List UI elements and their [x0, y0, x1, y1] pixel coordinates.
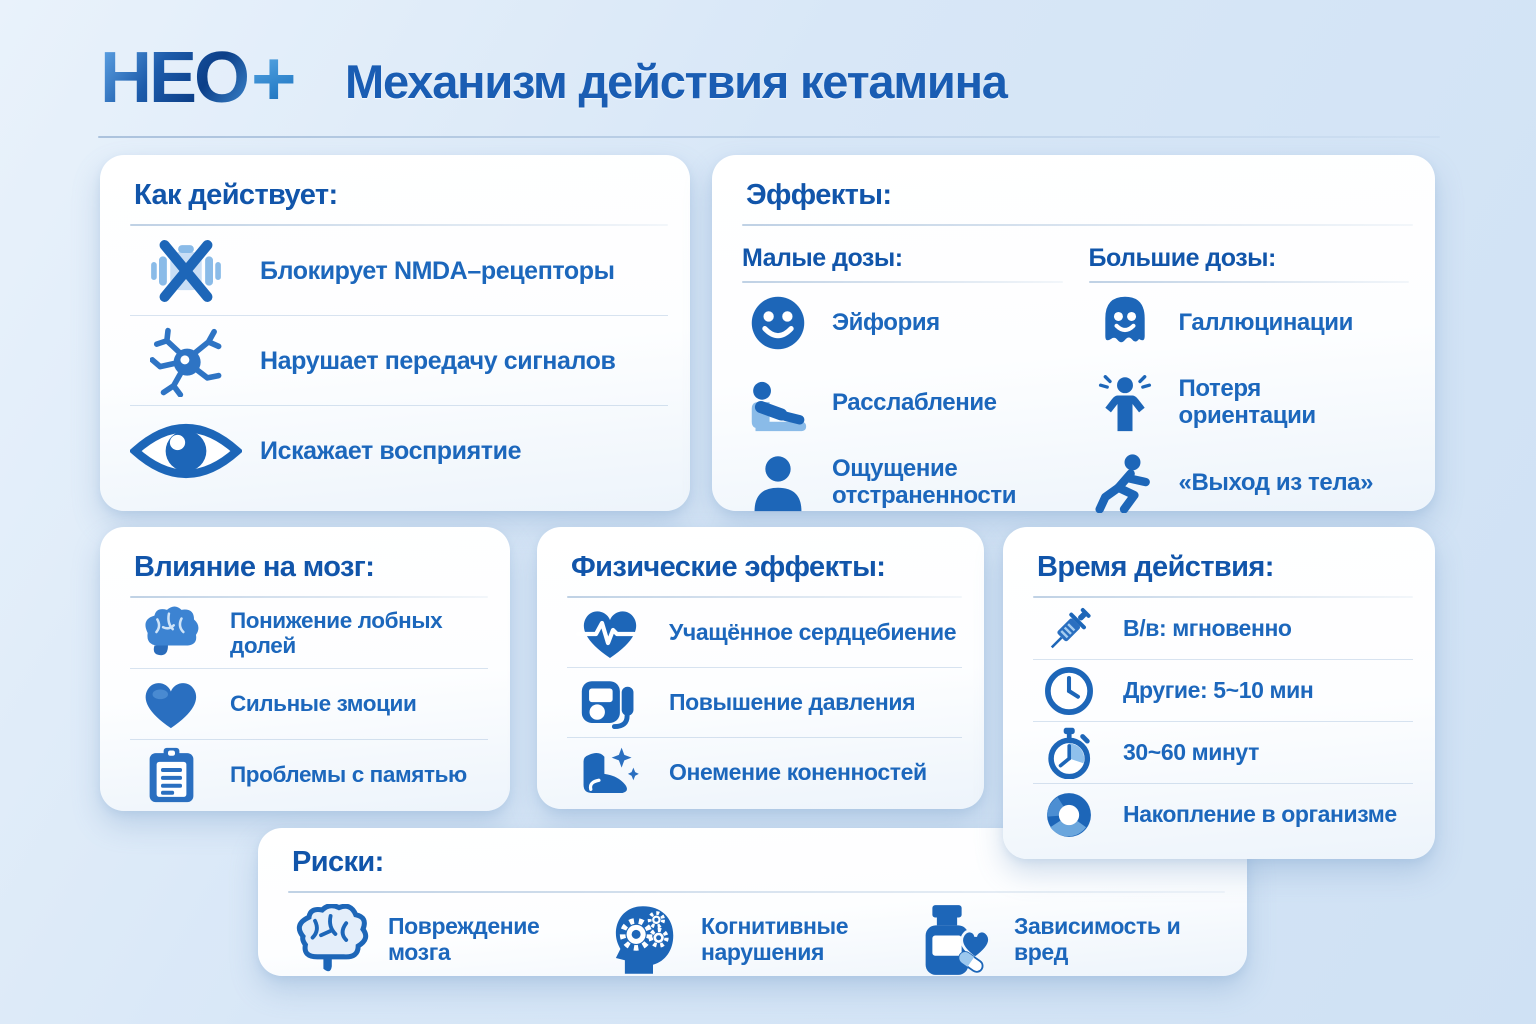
- list-item: [130, 405, 668, 495]
- list-item: [567, 737, 962, 807]
- card-title: Влияние на мозг:: [134, 551, 375, 583]
- list-item: [1089, 363, 1410, 443]
- item-label: В/в: мгновенно: [1123, 614, 1292, 641]
- list-item: [130, 739, 488, 810]
- list-item: [130, 598, 488, 668]
- header-divider: [98, 136, 1440, 138]
- list-item: [130, 668, 488, 739]
- item-label: «Выход из тела»: [1178, 468, 1374, 496]
- item-label: Учащённое сердцебиение: [669, 618, 957, 645]
- item-label: Накопление в организме: [1123, 800, 1397, 827]
- list-item: [1033, 721, 1413, 783]
- logo: [100, 36, 294, 120]
- ghost-icon: [1089, 293, 1161, 353]
- floating-person-icon: [1089, 453, 1161, 513]
- item-label: 30~60 минут: [1123, 738, 1259, 765]
- stopwatch-icon: [1033, 727, 1105, 779]
- card-duration: [1003, 527, 1435, 859]
- item-label: Онемение коненностей: [669, 758, 927, 785]
- card-title: Риски:: [292, 846, 384, 878]
- list-item: [1033, 659, 1413, 721]
- effects-columns: [712, 226, 1435, 523]
- person-bust-icon: [742, 453, 814, 513]
- reclining-person-icon: [742, 373, 814, 433]
- item-label: Понижение лобных долей: [230, 607, 443, 658]
- pie-chart-icon: [1033, 789, 1105, 841]
- gears-head-icon: [601, 904, 687, 976]
- list-item: [742, 363, 1063, 443]
- neuron-icon: [130, 325, 242, 397]
- numb-foot-icon: [567, 744, 651, 802]
- pill-bottle-icon: [914, 904, 1000, 976]
- item-label: Нарушает передачу сигналов: [260, 346, 616, 375]
- column-title: Малые дозы:: [742, 244, 903, 272]
- card-title: Время действия:: [1037, 551, 1274, 583]
- receptor-blocked-icon: [130, 235, 242, 307]
- smiley-face-icon: [742, 293, 814, 353]
- list-item: [130, 315, 668, 405]
- item-label: Другие: 5~10 мин: [1123, 676, 1314, 703]
- card-title: Как действует:: [134, 179, 338, 211]
- heart-icon: [130, 676, 212, 732]
- card-effects: [712, 155, 1435, 511]
- card-title: Физические эффекты:: [571, 551, 886, 583]
- card-brain-impact: [100, 527, 510, 811]
- list-item: [130, 226, 668, 315]
- list-item: [567, 667, 962, 737]
- damaged-brain-icon: [288, 904, 374, 976]
- item-label: Проблемы с памятью: [230, 762, 467, 788]
- item-label: Блокирует NMDA–рецепторы: [260, 256, 615, 285]
- brain-icon: [130, 605, 212, 661]
- column-large-doses: [1089, 226, 1410, 523]
- plus-icon: +: [251, 34, 294, 122]
- item-label: Зависимость и вред: [1014, 913, 1181, 965]
- item-label: Повреждение мозга: [388, 913, 540, 965]
- card-physical-effects: [537, 527, 984, 809]
- item-label: Когнитивные нарушения: [701, 913, 849, 965]
- list-item: [1089, 283, 1410, 363]
- column-small-doses: [742, 226, 1063, 523]
- list-item: [1033, 598, 1413, 659]
- list-item: [1033, 783, 1413, 845]
- clipboard-icon: [130, 747, 212, 803]
- list-item: [1089, 443, 1410, 523]
- item-label: Потеря ориентации: [1178, 375, 1316, 429]
- list-item: [914, 897, 1227, 983]
- logo-text: НЕО: [100, 38, 248, 118]
- list-item: [288, 897, 601, 983]
- item-label: Расслабление: [832, 388, 997, 416]
- blood-pressure-monitor-icon: [567, 674, 651, 732]
- page-title: Механизм действия кетамина: [345, 55, 1007, 108]
- heartbeat-heart-icon: [567, 604, 651, 662]
- item-label: Ощущение отстраненности: [832, 455, 1017, 509]
- card-title: Эффекты:: [746, 179, 892, 211]
- list-item: [601, 897, 914, 983]
- list-item: [567, 598, 962, 667]
- list-item: [742, 443, 1063, 523]
- item-label: Повышение давления: [669, 688, 916, 715]
- card-how-it-works: [100, 155, 690, 511]
- column-title: Большие дозы:: [1088, 244, 1276, 272]
- item-label: Сильные змоции: [230, 691, 417, 717]
- syringe-icon: [1033, 603, 1105, 655]
- item-label: Искажает восприятие: [260, 436, 522, 465]
- item-label: Галлюцинации: [1178, 308, 1353, 336]
- disoriented-person-icon: [1089, 373, 1161, 433]
- eye-icon: [130, 415, 242, 487]
- clock-icon: [1033, 665, 1105, 717]
- list-item: [742, 283, 1063, 363]
- item-label: Эйфория: [832, 308, 940, 336]
